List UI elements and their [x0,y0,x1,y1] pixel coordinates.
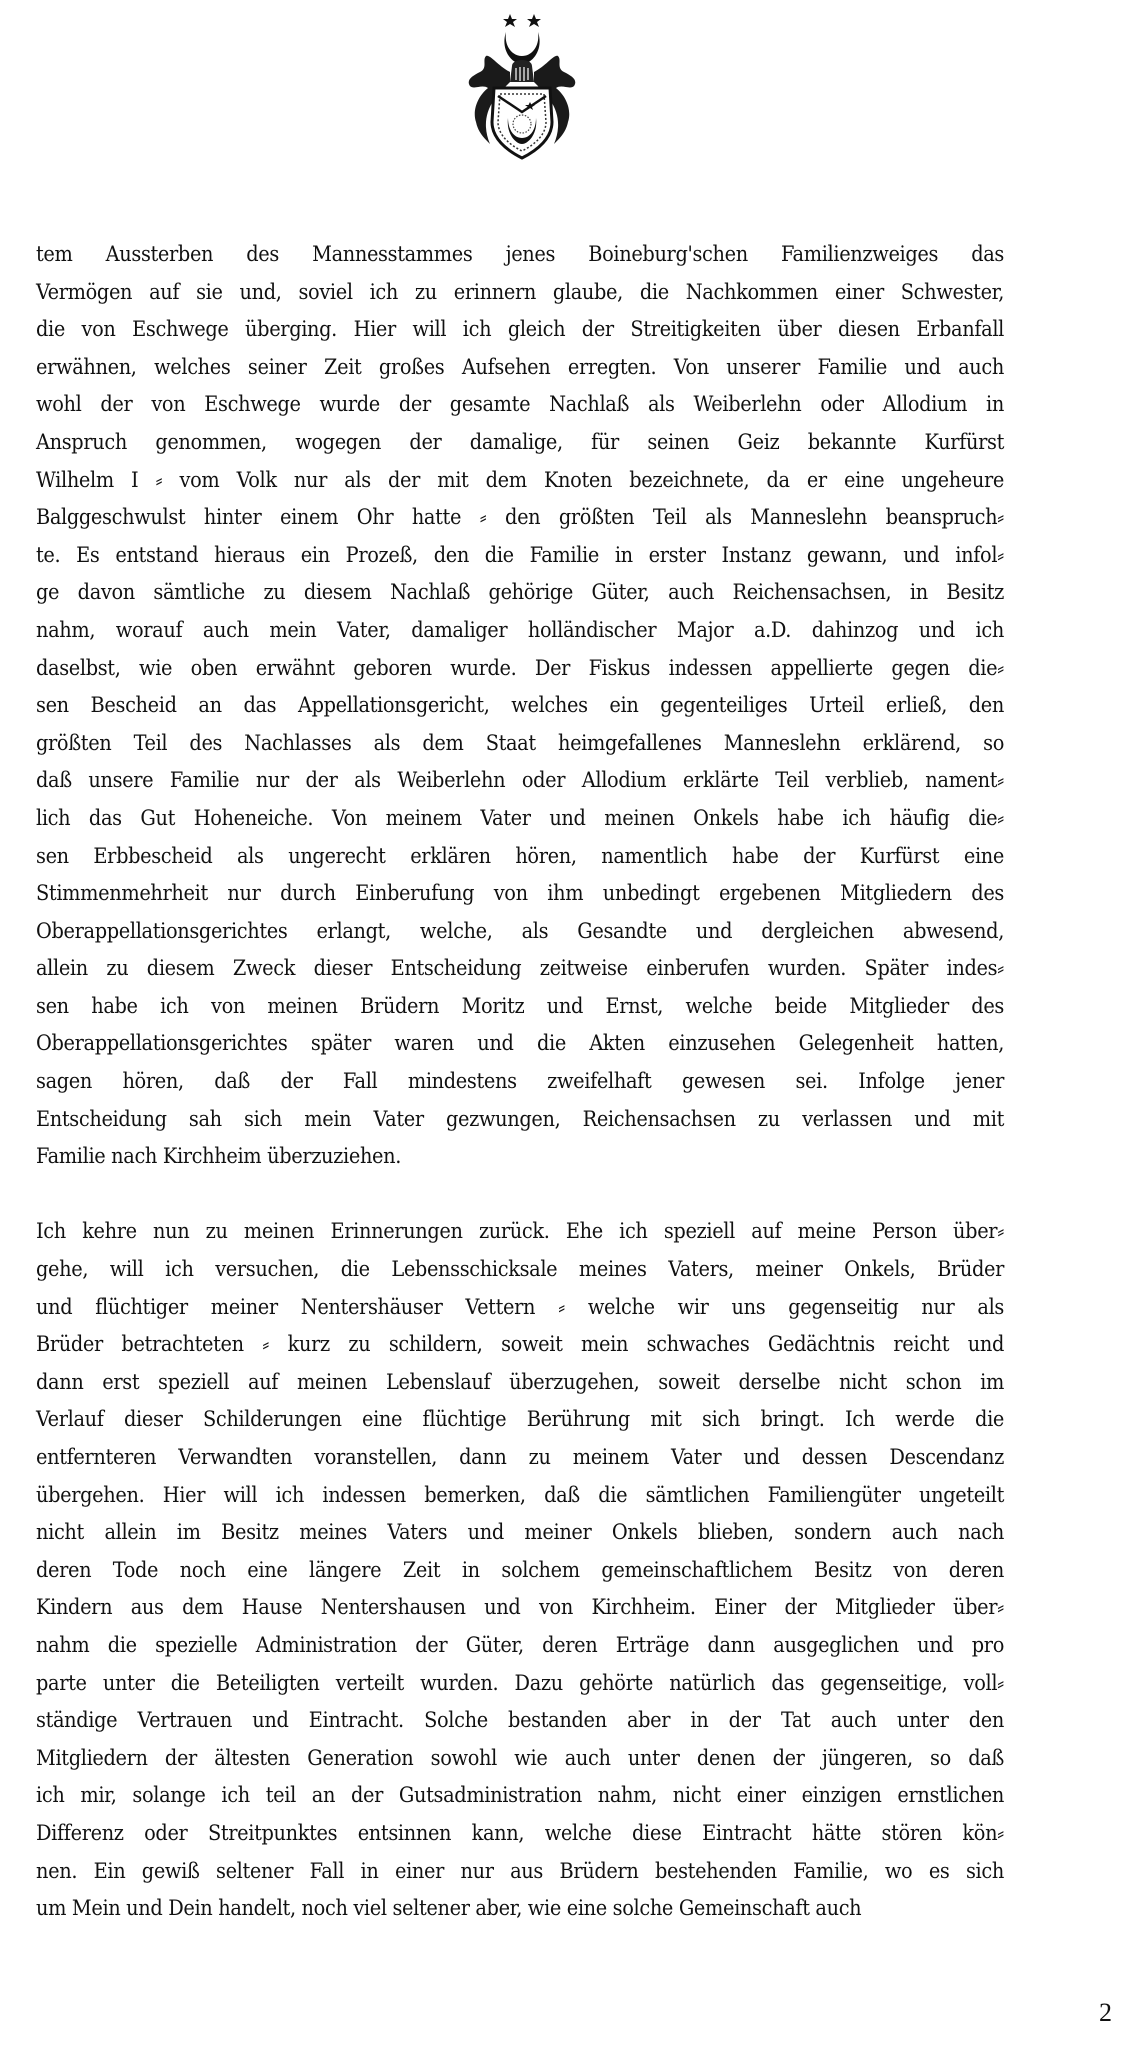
text-line: Mitgliedern der ältesten Generation sowohl wie auch unter denen der jüngeren, so daß [36,1745,1004,1771]
text-line: ge davon sämtliche zu diesem Nachlaß gehörige Güter, auch Reichensachsen, in Besitz [36,580,1004,606]
text-line: und flüchtiger meiner Nentershäuser Vettern ⸗ welche wir uns gegenseitig nur als [36,1294,1004,1320]
text-line: erwähnen, welches seiner Zeit großes Aufsehen erregten. Von unserer Familie und auch [36,354,1004,380]
text-line: Differenz oder Streitpunktes entsinnen kann, welche diese Eintracht hätte stören kön⸗ [36,1820,1004,1846]
text-line: dann erst speziell auf meinen Lebenslauf überzugehen, soweit derselbe nicht schon im [36,1369,1004,1395]
text-line: nahm die spezielle Administration der Güter, deren Erträge dann ausgeglichen und pro [36,1632,1004,1658]
text-line: daß unsere Familie nur der als Weiberlehn oder Allodium erklärte Teil verblieb, nament⸗ [36,768,1004,794]
text-line: ich mir, solange ich teil an der Gutsadministration nahm, nicht einer einzigen ernstlichen [36,1783,1004,1809]
text-line: parte unter die Beteiligten verteilt wurden. Dazu gehörte natürlich das gegenseitige, voll⸗ [36,1670,1004,1696]
text-line: um Mein und Dein handelt, noch viel seltener aber, wie eine solche Gemeinschaft auch [36,1896,862,1922]
text-line: Anspruch genommen, wogegen der damalige, für seinen Geiz bekannte Kurfürst [36,429,1004,455]
document-body [36,236,1004,1928]
text-line: Entscheidung sah sich mein Vater gezwungen, Reichensachsen zu verlassen und mit [36,1106,1004,1132]
text-line: daselbst, wie oben erwähnt geboren wurde. Der Fiskus indessen appellierte gegen die⸗ [36,655,1004,681]
page-number: 2 [1099,1998,1112,2027]
text-line: übergehen. Hier will ich indessen bemerken, daß die sämtlichen Familiengüter ungeteilt [36,1482,1004,1508]
paragraph [36,236,1004,1176]
text-line: Kindern aus dem Hause Nentershausen und von Kirchheim. Einer der Mitglieder über⸗ [36,1595,1004,1621]
coat-of-arms-emblem [460,10,584,162]
text-line: deren Tode noch eine längere Zeit in solchem gemeinschaftlichem Besitz von deren [36,1557,1004,1583]
text-line: gehe, will ich versuchen, die Lebensschicksale meines Vaters, meiner Onkels, Brüder [36,1257,1004,1283]
text-line: entfernteren Verwandten voranstellen, dann zu meinem Vater und dessen Descendanz [36,1445,1004,1470]
text-line: sen habe ich von meinen Brüdern Moritz und Ernst, welche beide Mitglieder des [36,993,1004,1019]
coat-of-arms-icon [460,10,584,162]
paragraph [36,1213,1004,1927]
text-line: nahm, worauf auch mein Vater, damaliger holländischer Major a.D. dahinzog und ich [36,617,1004,643]
text-line: sagen hören, daß der Fall mindestens zweifelhaft gewesen sei. Infolge jener [36,1069,1004,1095]
text-line: nen. Ein gewiß seltener Fall in einer nur aus Brüdern bestehenden Familie, wo es sich [36,1858,1004,1884]
text-line: wohl der von Eschwege wurde der gesamte Nachlaß als Weiberlehn oder Allodium in [36,392,1004,418]
text-line: allein zu diesem Zweck dieser Entscheidung zeitweise einberufen wurden. Später indes⸗ [36,956,1004,982]
text-line: Balggeschwulst hinter einem Ohr hatte ⸗ den größten Teil als Manneslehn beanspruch⸗ [36,505,1004,531]
text-line: Familie nach Kirchheim überzuziehen. [36,1144,402,1170]
text-line: nicht allein im Besitz meines Vaters und meiner Onkels blieben, sondern auch nach [36,1520,1004,1546]
text-line: Oberappellationsgerichtes später waren und die Akten einzusehen Gelegenheit hatten, [36,1031,1004,1057]
text-line: lich das Gut Hoheneiche. Von meinem Vater und meinen Onkels habe ich häufig die⸗ [36,805,1004,831]
text-line: Oberappellationsgerichtes erlangt, welche, als Gesandte und dergleichen abwesend, [36,918,1004,944]
text-line: größten Teil des Nachlasses als dem Staat heimgefallenes Manneslehn erklärend, so [36,730,1004,756]
text-line: tem Aussterben des Mannesstammes jenes Boineburg'schen Familienzweiges das [36,242,1004,267]
text-line: sen Erbbescheid als ungerecht erklären hören, namentlich habe der Kurfürst eine [36,843,1004,869]
text-line: Ich kehre nun zu meinen Erinnerungen zurück. Ehe ich speziell auf meine Person über⸗ [36,1219,1004,1245]
text-line: Brüder betrachteten ⸗ kurz zu schildern, soweit mein schwaches Gedächtnis reicht und [36,1332,1004,1358]
text-line: Vermögen auf sie und, soviel ich zu erinnern glaube, die Nachkommen einer Schwester, [36,279,1004,305]
text-line: te. Es entstand hieraus ein Prozeß, den die Familie in erster Instanz gewann, und infol⸗ [36,542,1004,568]
text-line: Stimmenmehrheit nur durch Einberufung von ihm unbedingt ergebenen Mitgliedern des [36,881,1004,907]
text-line: Wilhelm I ⸗ vom Volk nur als der mit dem Knoten bezeichnete, da er eine ungeheure [36,467,1004,493]
text-line: Verlauf dieser Schilderungen eine flüchtige Berührung mit sich bringt. Ich werde die [36,1407,1004,1433]
text-line: sen Bescheid an das Appellationsgericht, welches ein gegenteiliges Urteil erließ, den [36,693,1004,719]
text-line: die von Eschwege überging. Hier will ich gleich der Streitigkeiten über diesen Erbanfall [36,317,1004,343]
paragraph-gap [36,1176,1004,1214]
text-line: ständige Vertrauen und Eintracht. Solche bestanden aber in der Tat auch unter den [36,1708,1004,1734]
